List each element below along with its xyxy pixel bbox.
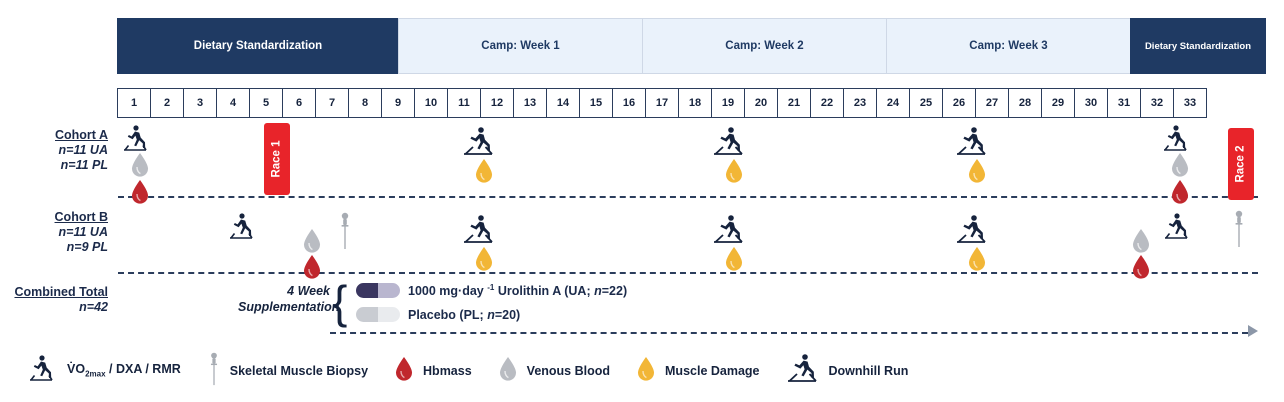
treadmill-test-icon	[1163, 212, 1193, 242]
legend-label-hbmass: Hbmass	[423, 363, 472, 378]
day-cell: 14	[546, 88, 580, 118]
legend-item-venous-blood	[498, 356, 610, 385]
phase-block: Camp: Week 2	[642, 18, 887, 74]
day-cell: 26	[942, 88, 976, 118]
supplementation-title	[238, 283, 340, 315]
phase-block: Dietary Standardization	[117, 18, 399, 74]
downhill-run-icon	[955, 214, 989, 246]
treadmill-test-icon	[28, 354, 58, 387]
yellow-drop-icon	[967, 158, 987, 184]
red-drop-icon	[394, 356, 414, 385]
downhill-run-icon	[462, 214, 496, 246]
day-cell: 5	[249, 88, 283, 118]
day-cell: 28	[1008, 88, 1042, 118]
day-cell: 13	[513, 88, 547, 118]
red-drop-icon	[1131, 254, 1151, 280]
supplementation-title-line1: 4 Week	[287, 284, 330, 298]
supplementation-pl-label: Placebo (PL; n=20)	[408, 307, 521, 322]
treadmill-test-icon	[122, 124, 152, 154]
brace-icon: {	[332, 276, 348, 328]
race-2-block	[1228, 128, 1254, 200]
day-cell: 30	[1074, 88, 1108, 118]
day-cell: 21	[777, 88, 811, 118]
cohort-b-divider	[118, 272, 1258, 274]
day-cell: 25	[909, 88, 943, 118]
day-cell: 10	[414, 88, 448, 118]
legend-label-downhill-run: Downhill Run	[828, 363, 909, 378]
day-cell: 32	[1140, 88, 1174, 118]
combined-total-name: Combined Total	[14, 285, 108, 299]
day-cell: 7	[315, 88, 349, 118]
downhill-run-icon	[786, 353, 820, 388]
day-cell: 33	[1173, 88, 1207, 118]
yellow-drop-icon	[474, 246, 494, 272]
biopsy-needle-icon	[207, 352, 221, 389]
combined-total-label	[0, 285, 108, 315]
treadmill-test-icon	[1162, 124, 1192, 154]
treadmill-test-icon	[228, 212, 258, 242]
phase-bar	[118, 18, 1266, 74]
day-cell: 6	[282, 88, 316, 118]
phase-block: Dietary Standardization	[1130, 18, 1266, 74]
legend-label-muscle-damage: Muscle Damage	[665, 363, 760, 378]
cohort-b-name: Cohort B	[54, 210, 108, 224]
legend-item-hbmass	[394, 356, 472, 385]
timeline-arrow-icon	[1248, 325, 1258, 337]
day-cell: 17	[645, 88, 679, 118]
supplementation-ua-row	[356, 283, 627, 298]
grey-drop-icon	[498, 356, 518, 385]
yellow-drop-icon	[474, 158, 494, 184]
legend-item-downhill-run	[786, 353, 909, 388]
downhill-run-icon	[955, 126, 989, 158]
day-cell: 20	[744, 88, 778, 118]
race-1-block	[264, 123, 290, 195]
race-1-label: Race 1	[271, 140, 283, 178]
day-number-row	[118, 88, 1207, 118]
day-cell: 4	[216, 88, 250, 118]
legend-item-muscle-damage	[636, 356, 759, 385]
grey-drop-icon	[302, 228, 322, 254]
day-cell: 9	[381, 88, 415, 118]
legend-label-vo2max: $V̇O_{2max}$ / DXA / RMR	[67, 362, 181, 379]
cohort-b-n-ua: n=11 UA	[58, 225, 108, 239]
combined-total-n: n=42	[79, 300, 108, 314]
phase-block: Camp: Week 3	[886, 18, 1131, 74]
cohort-a-n-pl: n=11 PL	[60, 158, 108, 172]
legend	[28, 352, 934, 389]
supplementation-ua-label: 1000 mg·day $^{-1}$ Urolithin A (UA; n=22)	[408, 283, 628, 299]
day-cell: 19	[711, 88, 745, 118]
day-cell: 3	[183, 88, 217, 118]
downhill-run-icon	[712, 214, 746, 246]
downhill-run-icon	[712, 126, 746, 158]
grey-drop-icon	[1131, 228, 1151, 254]
phase-block: Camp: Week 1	[398, 18, 643, 74]
supplementation-title-line2: Supplementation	[238, 300, 340, 314]
downhill-run-icon	[462, 126, 496, 158]
yellow-drop-icon	[724, 246, 744, 272]
grey-drop-icon	[130, 152, 150, 178]
cohort-b-label	[0, 210, 108, 255]
yellow-drop-icon	[967, 246, 987, 272]
day-cell: 1	[117, 88, 151, 118]
day-cell: 23	[843, 88, 877, 118]
cohort-a-label	[0, 128, 108, 173]
day-cell: 12	[480, 88, 514, 118]
day-cell: 15	[579, 88, 613, 118]
yellow-drop-icon	[636, 356, 656, 385]
day-cell: 27	[975, 88, 1009, 118]
red-drop-icon	[1170, 179, 1190, 205]
biopsy-needle-icon	[1232, 210, 1246, 248]
race-2-label: Race 2	[1235, 145, 1247, 183]
day-cell: 22	[810, 88, 844, 118]
cohort-a-name: Cohort A	[55, 128, 108, 142]
yellow-drop-icon	[724, 158, 744, 184]
day-cell: 2	[150, 88, 184, 118]
legend-label-venous-blood: Venous Blood	[526, 363, 611, 378]
capsule-ua-icon	[356, 283, 400, 298]
cohort-a-divider	[118, 196, 1258, 198]
cohort-a-n-ua: n=11 UA	[58, 143, 108, 157]
legend-item-vo2max	[28, 354, 181, 387]
day-cell: 11	[447, 88, 481, 118]
legend-label-biopsy: Skeletal Muscle Biopsy	[229, 363, 369, 378]
day-cell: 8	[348, 88, 382, 118]
red-drop-icon	[302, 254, 322, 280]
cohort-b-n-pl: n=9 PL	[66, 240, 108, 254]
day-cell: 24	[876, 88, 910, 118]
grey-drop-icon	[1170, 152, 1190, 178]
day-cell: 18	[678, 88, 712, 118]
day-cell: 29	[1041, 88, 1075, 118]
day-cell: 31	[1107, 88, 1141, 118]
biopsy-needle-icon	[338, 212, 352, 250]
capsule-pl-icon	[356, 307, 400, 322]
day-cell: 16	[612, 88, 646, 118]
supplementation-pl-row	[356, 307, 520, 322]
supplementation-timeline	[330, 332, 1248, 334]
red-drop-icon	[130, 179, 150, 205]
legend-item-biopsy	[207, 352, 368, 389]
